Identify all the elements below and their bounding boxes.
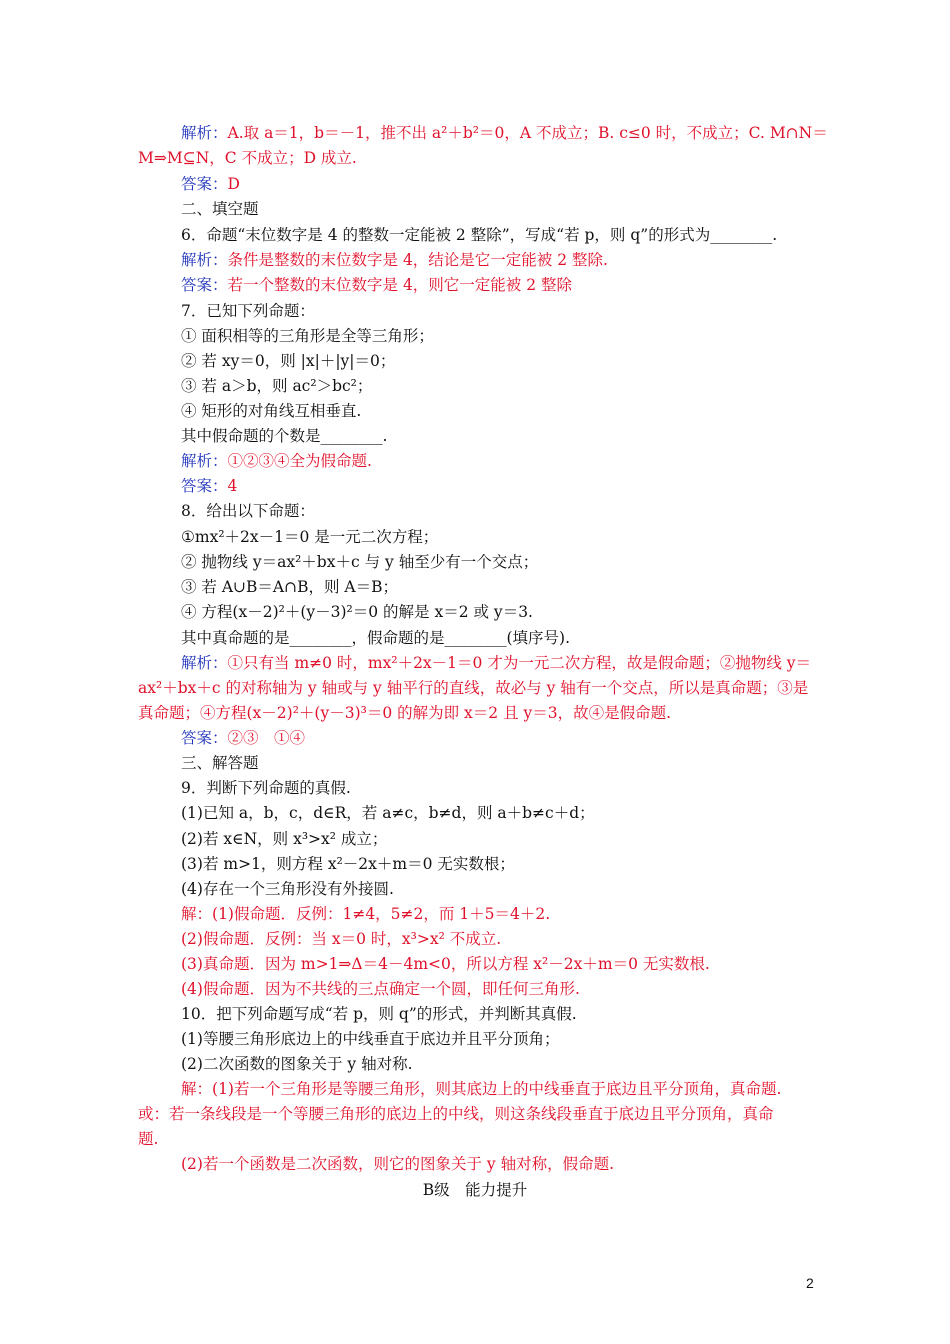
question-8: 8．给出以下命题： <box>181 502 315 520</box>
answer-q8: 答案：②③ ①④ <box>181 729 306 747</box>
label-analysis: 解析： <box>181 251 228 269</box>
analysis-q8: 解析：①只有当 m≠0 时，mx²＋2x－1＝0 才为一元二次方程，故是假命题；②抛物线 y＝ <box>181 654 812 672</box>
q9-item-1: (1)已知 a，b，c，d∈R，若 a≠c，b≠d，则 a＋b≠c＋d； <box>181 804 595 822</box>
question-10: 10．把下列命题写成“若 p，则 q”的形式，并判断其真假. <box>181 1005 577 1023</box>
analysis-q5-cont: M⇒M⊆N，C 不成立；D 成立. <box>138 149 357 167</box>
question-7: 7．已知下列命题： <box>181 302 315 320</box>
q8-item-1: ①mx²＋2x－1＝0 是一元二次方程； <box>181 528 439 546</box>
analysis-q5: 解析：A.取 a＝1，b＝－1，推不出 a²＋b²＝0，A 不成立；B. c≤0 时，不成立；C. M∩N＝ <box>181 124 828 142</box>
label-answer: 答案： <box>181 477 228 495</box>
solution-q10-2: (2)若一个函数是二次函数，则它的图象关于 y 轴对称，假命题. <box>181 1155 614 1173</box>
analysis-q7: 解析：①②③④全为假命题. <box>181 452 372 470</box>
q7-item-2: ② 若 xy＝0，则 |x|＋|y|＝0； <box>181 352 396 370</box>
q8-prompt: 其中真命题的是________，假命题的是________(填序号). <box>181 629 571 647</box>
q8-item-2: ② 抛物线 y＝ax²＋bx＋c 与 y 轴至少有一个交点； <box>181 553 539 571</box>
solution-q9-3: (3)真命题．因为 m>1⇒Δ＝4－4m<0，所以方程 x²－2x＋m＝0 无实数根. <box>181 955 710 973</box>
solution-q10-cont-2: 题. <box>138 1130 159 1148</box>
solution-q9-4: (4)假命题．因为不共线的三点确定一个圆，即任何三角形. <box>181 980 580 998</box>
q8-item-3: ③ 若 A∪B＝A∩B，则 A＝B； <box>181 578 399 596</box>
question-9: 9．判断下列命题的真假. <box>181 779 351 797</box>
label-answer: 答案： <box>181 276 228 294</box>
analysis-q8-cont-1: ax²＋bx＋c 的对称轴为 y 轴或与 y 轴平行的直线，故必与 y 轴有一个交点，所以是真命题；③是 <box>138 679 809 697</box>
page-number: 2 <box>806 1275 814 1291</box>
q7-item-4: ④ 矩形的对角线互相垂直. <box>181 402 362 420</box>
label-analysis: 解析： <box>181 124 228 142</box>
answer-q7: 答案：4 <box>181 477 238 495</box>
q10-item-1: (1)等腰三角形底边上的中线垂直于底边并且平分顶角； <box>181 1030 560 1048</box>
label-answer: 答案： <box>181 729 228 747</box>
q9-item-4: (4)存在一个三角形没有外接圆. <box>181 880 394 898</box>
q9-item-3: (3)若 m>1，则方程 x²－2x＋m＝0 无实数根； <box>181 855 515 873</box>
label-analysis: 解析： <box>181 654 228 672</box>
label-solution: 解： <box>181 905 213 923</box>
label-solution: 解： <box>181 1080 213 1098</box>
section-level-b: B级 能力提升 <box>422 1181 528 1199</box>
answer-q6: 答案：若一个整数的末位数字是 4，则它一定能被 2 整除 <box>181 276 573 294</box>
solution-q9-2: (2)假命题．反例：当 x＝0 时，x³>x² 不成立. <box>181 930 502 948</box>
analysis-q6: 解析：条件是整数的末位数字是 4，结论是它一定能被 2 整除. <box>181 251 608 269</box>
section-solutions: 三、解答题 <box>181 754 259 772</box>
q7-item-1: ① 面积相等的三角形是全等三角形； <box>181 327 434 345</box>
q10-item-2: (2)二次函数的图象关于 y 轴对称. <box>181 1055 413 1073</box>
label-answer: 答案： <box>181 175 228 193</box>
label-analysis: 解析： <box>181 452 228 470</box>
question-6: 6．命题“末位数字是 4 的整数一定能被 2 整除”，写成“若 p，则 q”的形式为________. <box>181 226 778 244</box>
q9-item-2: (2)若 x∈N，则 x³>x² 成立； <box>181 830 388 848</box>
answer-q5: 答案：D <box>181 175 240 193</box>
solution-q10-cont-1: 或：若一条线段是一个等腰三角形的底边上的中线，则这条线段垂直于底边且平分顶角，真命 <box>138 1105 774 1123</box>
q7-item-3: ③ 若 a＞b，则 ac²＞bc²； <box>181 377 373 395</box>
analysis-q8-cont-2: 真命题；④方程(x－2)²＋(y－3)³＝0 的解为即 x＝2 且 y＝3，故④是假命题. <box>138 704 672 722</box>
q7-prompt: 其中假命题的个数是________. <box>181 427 388 445</box>
q8-item-4: ④ 方程(x－2)²＋(y－3)²＝0 的解是 x＝2 或 y＝3. <box>181 603 533 621</box>
solution-q10: 解：(1)若一个三角形是等腰三角形，则其底边上的中线垂直于底边且平分顶角，真命题. <box>181 1080 782 1098</box>
section-fill-blank: 二、填空题 <box>181 200 259 218</box>
solution-q9: 解：(1)假命题．反例：1≠4，5≠2，而 1＋5＝4＋2. <box>181 905 551 923</box>
